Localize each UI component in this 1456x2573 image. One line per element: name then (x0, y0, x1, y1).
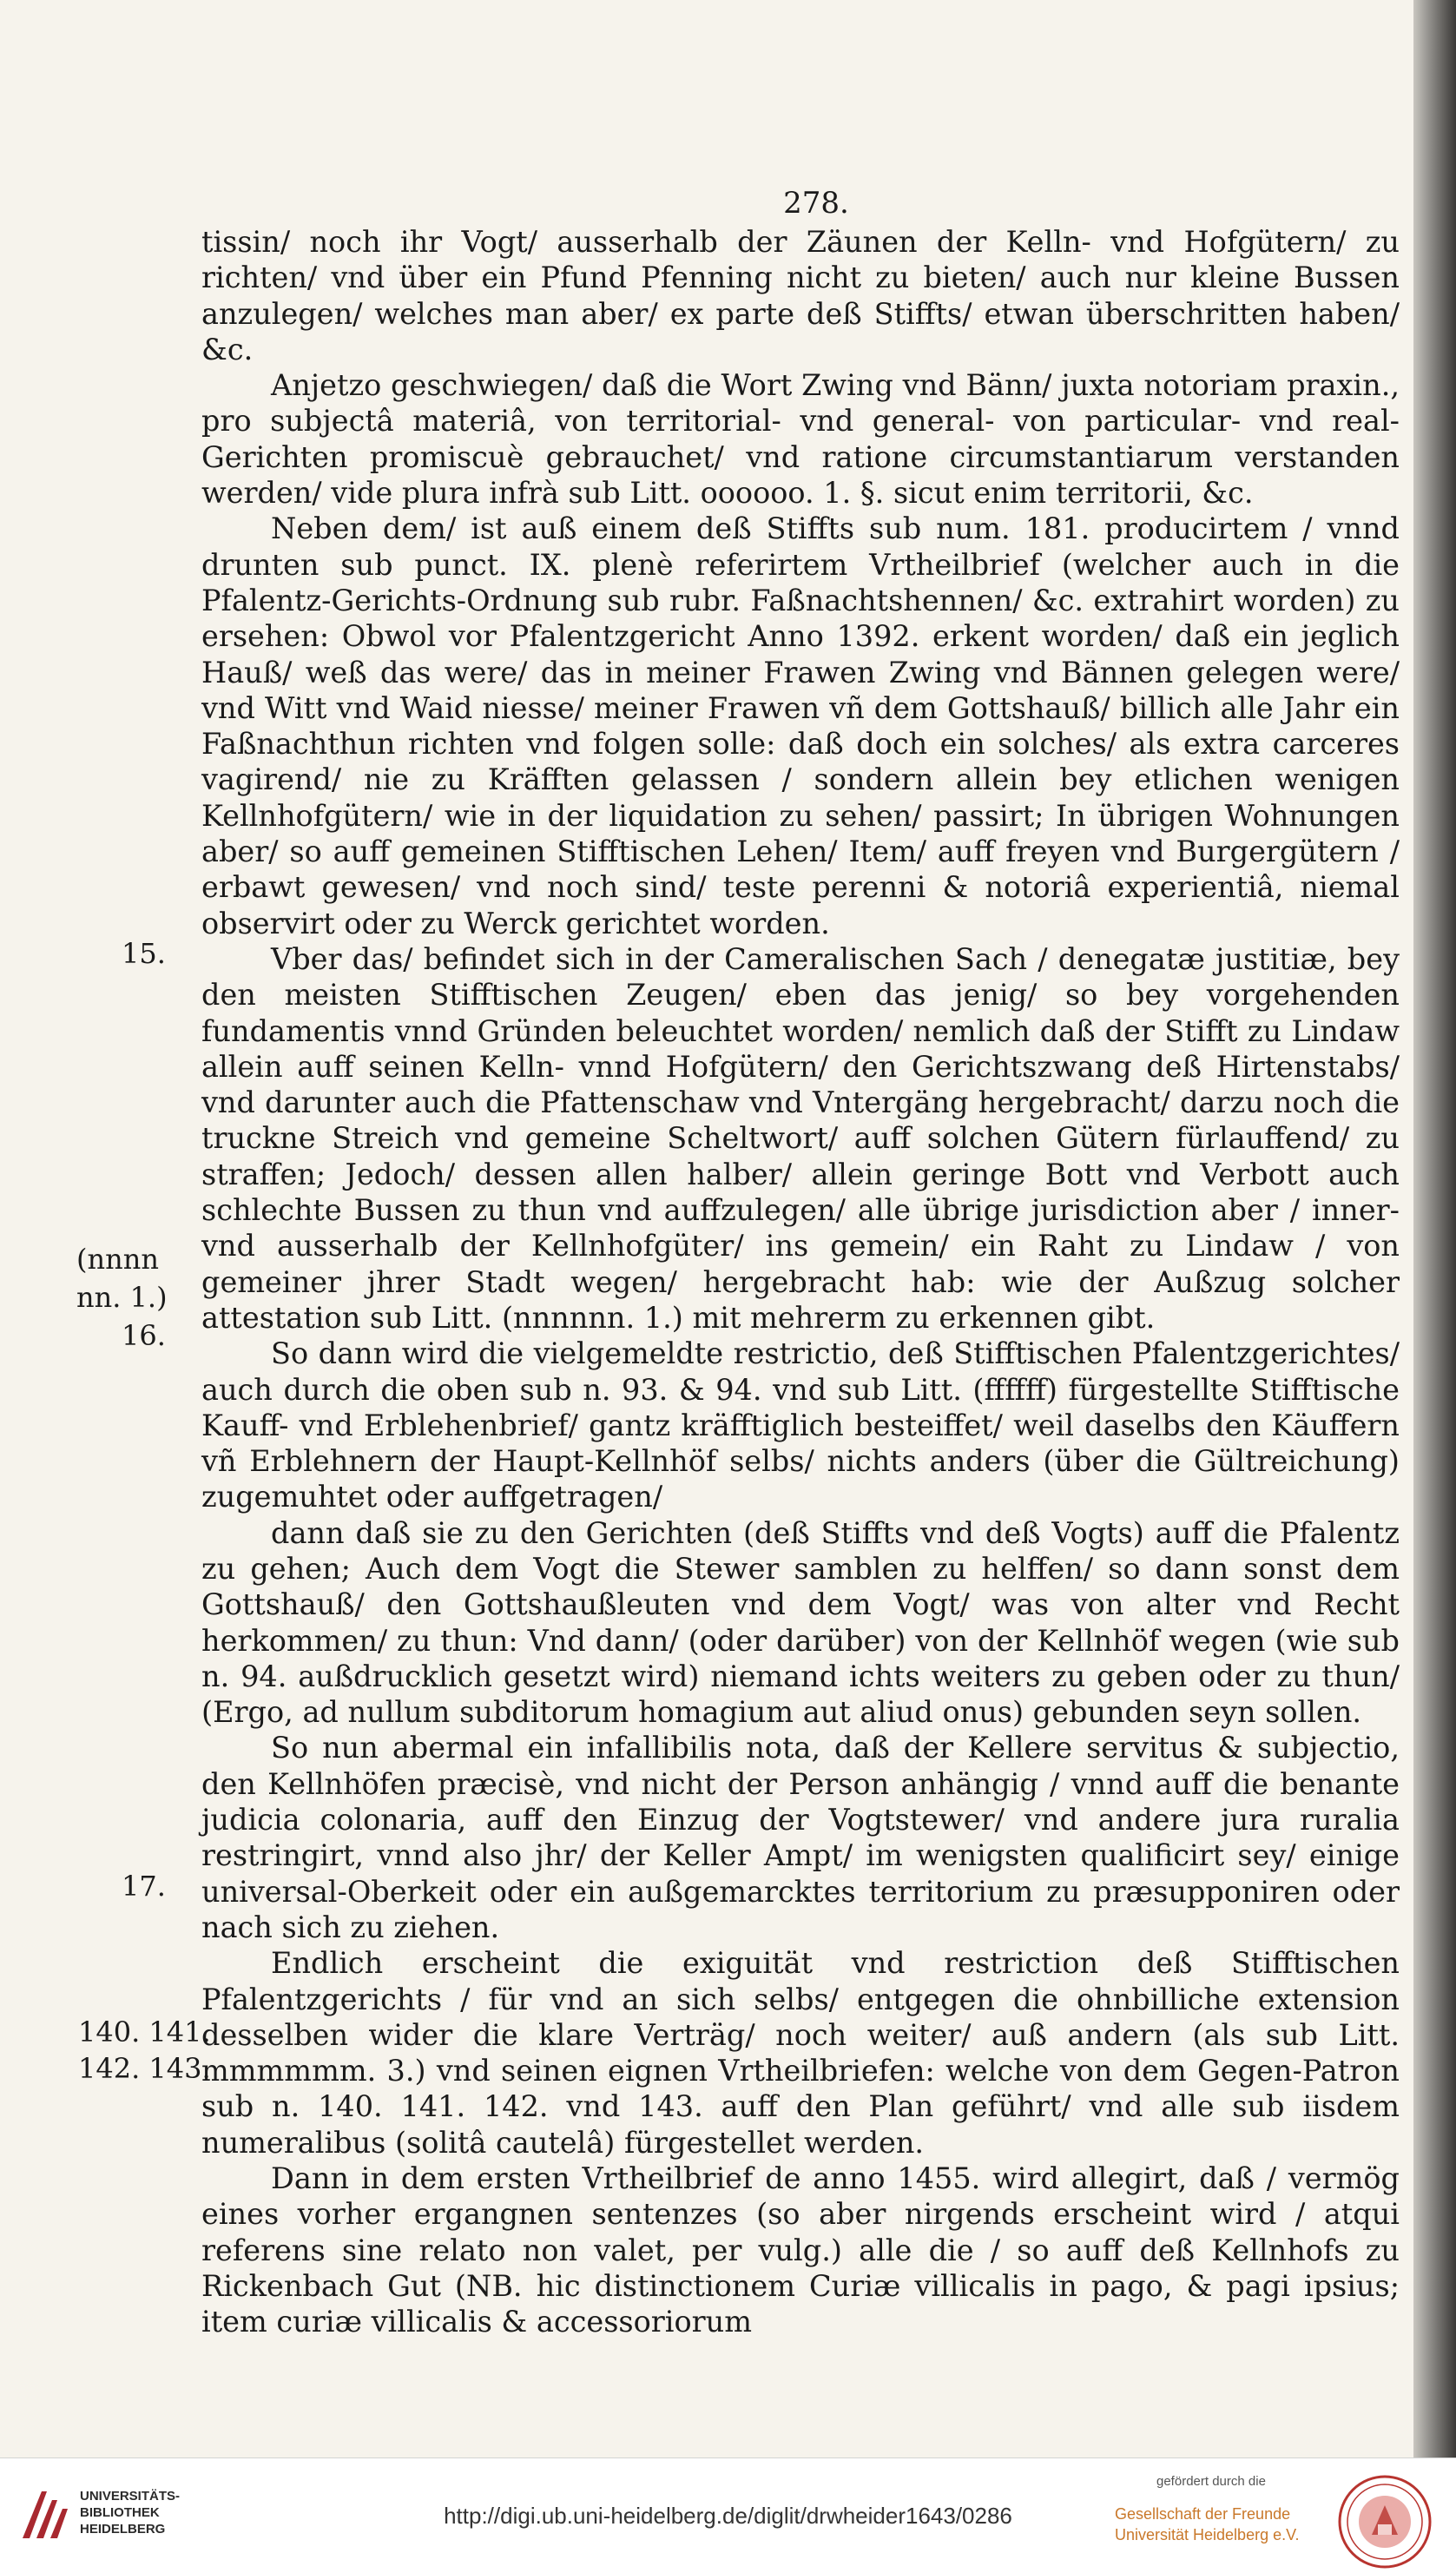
paragraph: Anjetzo geschwiegen/ daß die Wort Zwing vnd Bänn/ juxta notoriam praxin., pro subjectâ materiâ, von territorial- vnd general- von particular- vnd real-Gerichten promiscuè gebrauchet/ vnd ratione circumstantiarum verstanden werden/ vide plura infrà sub Litt. oooooo. 1. §. sicut enim territorii, &c. (201, 368, 1400, 511)
margin-note-nnnn: (nnnn (76, 1243, 159, 1276)
funder-name-line: Universität Heidelberg e.V. (1115, 2526, 1300, 2543)
document-url-link[interactable]: http://digi.ub.uni-heidelberg.de/diglit/drwheider1643/0286 (444, 2503, 1012, 2529)
margin-note-15: 15. (122, 937, 166, 970)
library-name-line: UNIVERSITÄTS- (80, 2489, 181, 2504)
paragraph: Neben dem/ ist auß einem deß Stiffts sub num. 181. producirtem / vnnd drunten sub punct. IX. plenè referirtem Vrtheilbrief (welcher auch in die Pfalentz-Gerichts-Ordnung sub rubr. Faßnachtshennen/ &c. extrahirt worden) zu ersehen: Obwol vor Pfalentzgericht Anno 1392. erkent worden/ daß ein jeglich Hauß/ weß das were/ das in meiner Frawen Zwing vnd Bännen gelegen were/ vnd Witt vnd Waid niesse/ meiner Frawen vñ dem Gottshauß/ billich alle Jahr ein Faßnachthun richten vnd folgen solle: daß doch ein solches/ als extra carceres vagirend/ nie zu Kräfften gelassen / sondern allein bey etlichen wenigen Kellnhofgütern/ wie in der liquidation zu sehen/ passirt; In übrigen Wohnungen aber/ so auff gemeinen Stifftischen Lehen/ Item/ auff freyen vnd Burgergütern / erbawt gewesen/ vnd noch sind/ teste perenni & notoriâ experientiâ, niemal observirt oder zu Werck gerichtet worden. (201, 511, 1400, 940)
margin-note-17: 17. (122, 1870, 166, 1903)
paragraph: dann daß sie zu den Gerichten (deß Stiffts vnd deß Vogts) auff die Pfalentz zu gehen; Auch dem Vogt die Stewer samblen zu helffen/ so dann sonst dem Gottshauß/ den Gottshaußleuten vnd dem Vogt/ was von alter vnd Recht herkommen/ zu thun: Vnd dann/ (oder darüber) von der Kellnhöf wegen (wie sub n. 94. außdrucklich gesetzt wird) niemand ichts weiters zu geben oder zu thun/ (Ergo, ad nullum subditorum homagium aut aliud onus) gebunden seyn sollen. (201, 1515, 1400, 1730)
paragraph: Vber das/ befindet sich in der Cameralischen Sach / denegatæ justitiæ, bey den meisten Stifftischen Zeugen/ eben das jenig/ so bey vorgehenden fundamentis vnnd Gründen beleuchtet worden/ nemlich daß der Stifft zu Lindaw allein auff seinen Kelln- vnnd Hofgütern/ den Gerichtszwang deß Hirtenstabs/ vnd darunter auch die Pfattenschaw vnd Vntergäng hergebracht/ darzu noch die truckne Streich vnd gemeine Scheltwort/ auff solchen Gütern fürlauffend/ zu straffen; Jedoch/ dessen allen halber/ allein geringe Bott vnd Verbott auch schlechte Bussen zu thun vnd auffzulegen/ alle übrige jurisdiction aber / inner- vnd ausserhalb der Kellnhofgüter/ ins gemein/ ein Raht zu Lindaw / von gemeiner jhrer Stadt wegen/ hergebracht hab: wie der Außzug solcher attestation sub Litt. (nnnnnn. 1.) mit mehrerm zu erkennen gibt. (201, 941, 1400, 1335)
paragraph: So nun abermal ein infallibilis nota, daß der Kellere servitus & subjectio, den Kellnhöfen præcisè, vnd nicht der Person anhängig / vnnd auff die benante judicia colonaria, auff den Einzug der Vogtstewer/ vnd andere jura ruralia restringirt, vnnd also jhr/ der Keller Ampt/ im wenigsten qualificirt sey/ einige universal-Oberkeit oder ein außgemarcktes territorium zu præsupponiren oder nach sich zu ziehen. (201, 1731, 1400, 1944)
funder-name-line: Gesellschaft der Freunde (1115, 2505, 1291, 2523)
paragraph: tissin/ noch ihr Vogt/ ausserhalb der Zäunen der Kelln- vnd Hofgütern/ zu richten/ vnd über ein Pfund Pfenning nicht zu bieten/ auch nur kleine Bussen anzulegen/ welches man aber/ ex parte deß Stiffts/ etwan überschritten haben/ &c. (201, 225, 1400, 366)
footer-bar (0, 2458, 1456, 2573)
margin-note-nnnn: nn. 1.) (76, 1281, 168, 1314)
paragraph: Endlich erscheint die exiguität vnd restriction deß Stifftischen Pfalentzgerichts / für vnd an sich selbs/ entgegen die ohnbilliche extension desselben wider die klare Verträg/ noch weiter/ auß andern (als sub Litt. mmmmmm. 3.) vnd seinen eignen Vrtheilbriefen: welche von dem Gegen-Patron sub n. 140. 141. 142. vnd 143. auff den Plan geführt/ vnd alle sub iisdem numeralibus (solitâ cautelâ) fürgestellet werden. (201, 1946, 1400, 2160)
page-number: 278. (783, 186, 849, 221)
margin-note-142: 142. 143. (78, 2052, 211, 2085)
body-text (201, 224, 1400, 2340)
funder-name (1115, 2504, 1299, 2545)
page-edge-shadow (1413, 0, 1456, 2458)
library-name-line: BIBLIOTHEK (80, 2505, 160, 2520)
paragraph: So dann wird die vielgemeldte restrictio, deß Stifftischen Pfalentzgerichtes/ auch durch die oben sub n. 93. & 94. vnd sub Litt. (ffffff) fürgestellte Stifftische Kauff- vnd Erblehenbrief/ gantz kräfftiglich besteiffet/ weil daselbs den Käuffern vñ Erblehnern der Haupt-Kellnhöf selbs/ nichts anders (über die Gültreichung) zugemuhtet oder auffgetragen/ (201, 1336, 1400, 1514)
paragraph: Dann in dem ersten Vrtheilbrief de anno 1455. wird allegirt, daß / vermög eines vorher ergangnen sentenzes (so aber nirgends erscheint wird / atqui referens sine relato non valet, per vulg.) alle die / so auff deß Kellnhofs zu Rickenbach Gut (NB. hic distinctionem Curiæ villicalis in pago, & pagi ipsius; item curiæ villicalis & accessoriorum (201, 2161, 1400, 2339)
university-seal-icon (1337, 2474, 1433, 2570)
margin-note-140: 140. 141. (78, 2016, 211, 2049)
library-name-line: HEIDELBERG (80, 2522, 166, 2537)
margin-note-16: 16. (122, 1319, 166, 1352)
funding-label: gefördert durch die (1156, 2474, 1266, 2489)
